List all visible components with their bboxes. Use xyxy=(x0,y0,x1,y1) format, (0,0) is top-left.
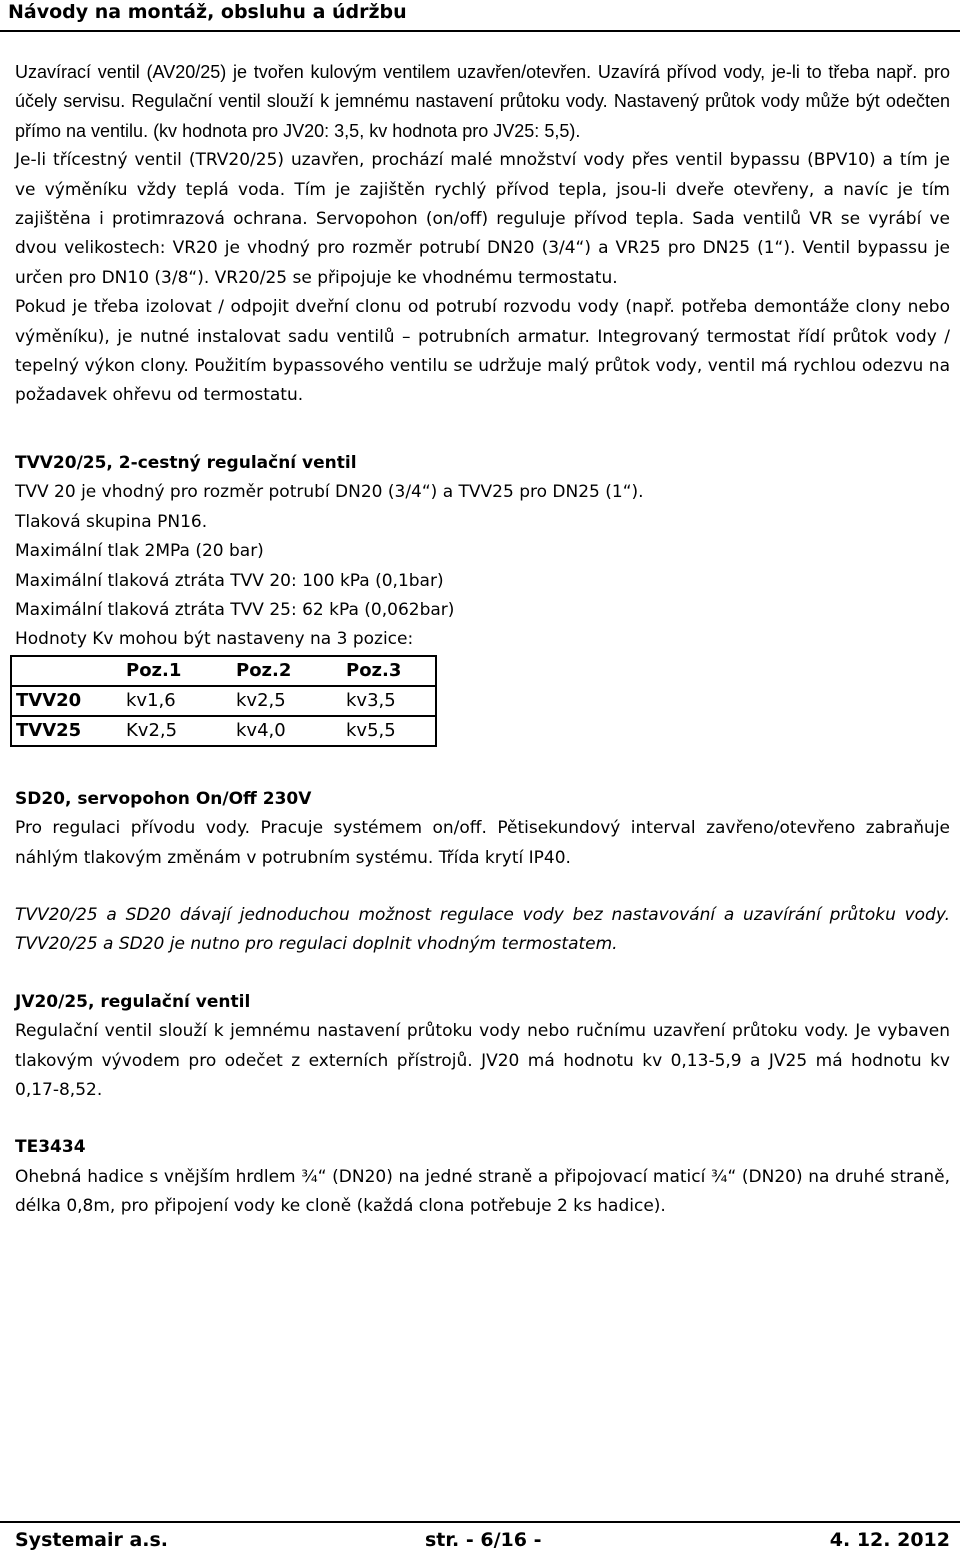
tvv-spec-line: Hodnoty Kv mohou být nastaveny na 3 pozice: xyxy=(15,629,414,650)
sd-section-title: SD20, servopohon On/Off 230V xyxy=(15,788,312,809)
table-row xyxy=(11,686,436,716)
header-divider xyxy=(0,30,960,32)
footer-company: Systemair a.s. xyxy=(15,1529,169,1551)
tvv-spec-line: TVV 20 je vhodný pro rozměr potrubí DN20 (3/4“) a TVV25 pro DN25 (1“). xyxy=(15,482,644,503)
note-paragraph: TVV20/25 a SD20 dávají jednoduchou možnost regulace vody bez nastavování a uzavírání průtoku vody. TVV20/25 a SD20 je nutno pro regulaci doplnit vhodným termostatem. xyxy=(15,904,950,955)
tvv-spec-line: Tlaková skupina PN16. xyxy=(15,511,208,532)
kv-table-cell: kv5,5 xyxy=(342,716,436,746)
tvv-spec-line: Maximální tlaková ztráta TVV 20: 100 kPa (0,1bar) xyxy=(15,570,444,591)
tvv-section-title: TVV20/25, 2-cestný regulační ventil xyxy=(15,452,357,473)
document-body xyxy=(15,58,950,1222)
te-section-title: TE3434 xyxy=(15,1137,86,1158)
kv-table-cell: Kv2,5 xyxy=(122,716,232,746)
intro-paragraph-1a: Uzavírací ventil (AV20/25) je tvořen kulovým ventilem uzavřen/otevřen. Uzavírá přívod vody, je-li to třeba např. pro účely servisu. Regulační ventil slouží k jemnému nastavení průtoku vody. Nastavený průtok vody může být odečten přímo na ventilu. (kv hodnota pro JV20: 3,5, kv hodnota pro JV25: 5,5). xyxy=(15,62,950,141)
footer-divider xyxy=(0,1521,960,1523)
footer-date: 4. 12. 2012 xyxy=(829,1529,950,1551)
sd-paragraph: Pro regulaci přívodu vody. Pracuje systémem on/off. Pětisekundový interval zavřeno/otevřeno zabraňuje náhlým tlakovým změnám v potrubním systému. Třída krytí IP40. xyxy=(15,818,950,868)
tvv-spec-line: Maximální tlaková ztráta TVV 25: 62 kPa (0,062bar) xyxy=(15,599,455,620)
table-row xyxy=(11,716,436,746)
kv-table-header-cell: Poz.1 xyxy=(126,660,182,682)
jv-paragraph: Regulační ventil slouží k jemnému nastavení průtoku vody nebo ručnímu uzavření průtoku vody. Je vybaven tlakovým vývodem pro odečet z externích přístrojů. JV20 má hodnotu kv 0,13-5,9 a JV25 má hodnotu kv 0,17-8,52. xyxy=(15,1021,950,1100)
kv-table-cell: kv1,6 xyxy=(122,686,232,716)
kv-table-header-cell: Poz.3 xyxy=(346,660,402,682)
kv-table-header-row xyxy=(11,656,436,686)
kv-table-header-cell xyxy=(11,656,122,686)
kv-table-cell: kv2,5 xyxy=(232,686,342,716)
te-paragraph: Ohebná hadice s vnějším hrdlem ¾“ (DN20) na jedné straně a připojovací maticí ¾“ (DN20) na druhé straně, délka 0,8m, pro připojení vody ke cloně (každá clona potřebuje 2 ks hadice). xyxy=(15,1166,950,1217)
kv-table xyxy=(10,655,437,747)
kv-table-cell: kv3,5 xyxy=(342,686,436,716)
kv-table-cell: kv4,0 xyxy=(232,716,342,746)
kv-table-cell: TVV25 xyxy=(11,716,122,746)
footer-page-number: str. - 6/16 - xyxy=(425,1529,542,1551)
intro-paragraph-1b: Je-li třícestný ventil (TRV20/25) uzavřen, prochází malé množství vody přes ventil bypassu (BPV10) a tím je ve výměníku vždy teplá voda. Tím je zajištěn rychlý přívod tepla, jsou-li dveře otevřeny, a navíc je tím zajištěna i protimrazová ochrana. Servopohon (on/off) reguluje přívod tepla. Sada ventilů VR se vyrábí ve dvou velikostech: VR20 je vhodný pro rozměr potrubí DN20 (3/4“) a VR25 pro DN25 (1“). Ventil bypassu je určen pro DN10 (3/8“). VR20/25 se připojuje ke vhodnému termostatu. xyxy=(15,150,950,288)
kv-table-header-cell: Poz.2 xyxy=(236,660,292,682)
document-header: Návody na montáž, obsluhu a údržbu xyxy=(8,1,407,23)
jv-section-title: JV20/25, regulační ventil xyxy=(15,991,251,1012)
intro-paragraph-2: Pokud je třeba izolovat / odpojit dveřní clonu od potrubí rozvodu vody (např. potřeba demontáže clony nebo výměníku), je nutné instalovat sadu ventilů – potrubních armatur. Integrovaný termostat řídí průtok vody / tepelný výkon clony. Použitím bypassového ventilu se udržuje malý průtok vody, ventil má rychlou odezvu na požadavek ohřevu od termostatu. xyxy=(15,297,950,406)
tvv-spec-line: Maximální tlak 2MPa (20 bar) xyxy=(15,541,264,562)
kv-table-cell: TVV20 xyxy=(11,686,122,716)
